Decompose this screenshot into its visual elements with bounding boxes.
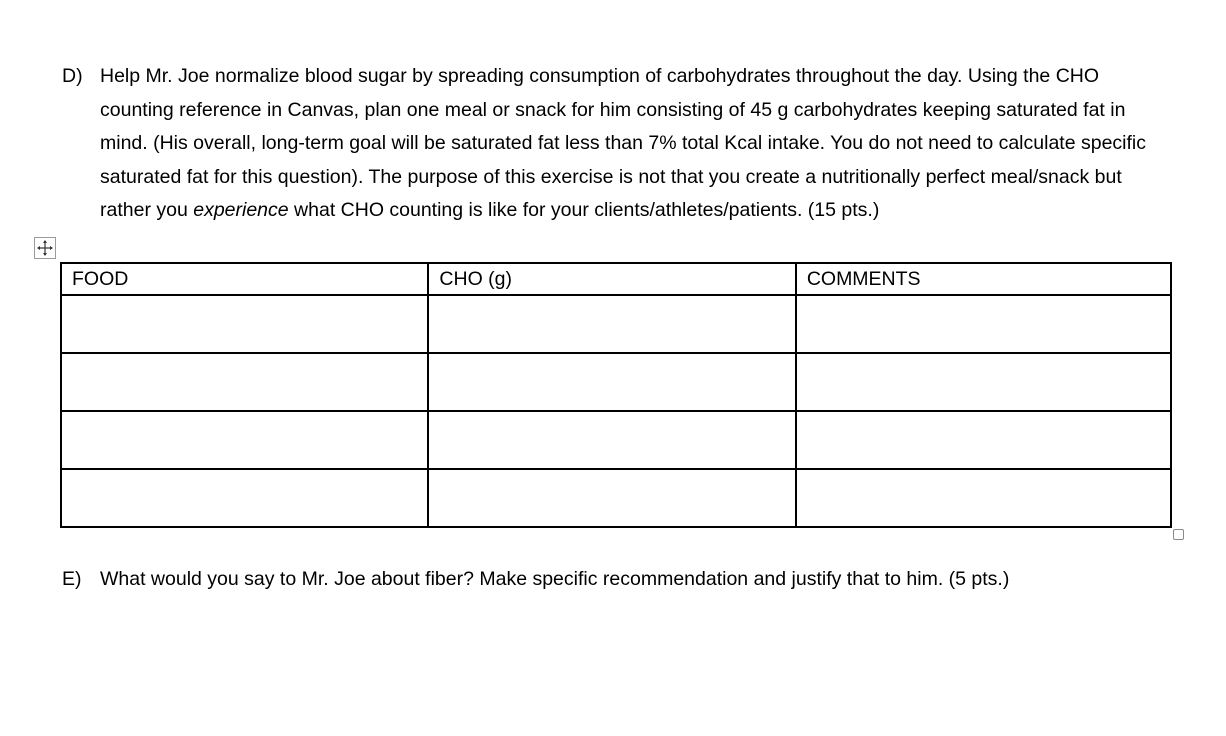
table-cell-comments[interactable] bbox=[796, 411, 1171, 469]
question-d-text-before: Help Mr. Joe normalize blood sugar by spreading consumption of carbohydrates throughout the day. Using the CHO counting reference in Canvas, plan one meal or snack for him consisting of 45 g carbohydrates keeping saturated fat in mind. (His overall, long-term goal will be saturated fat less than 7% total Kcal intake. You do not need to calculate specific saturated fat for this question). The purpose of this exercise is not that you create a nutritionally perfect meal/snack but rather you bbox=[100, 65, 1146, 221]
table-resize-handle-icon[interactable] bbox=[1173, 529, 1184, 540]
table-cell-cho[interactable] bbox=[428, 295, 795, 353]
column-header-cho: CHO (g) bbox=[428, 263, 795, 295]
table-cell-cho[interactable] bbox=[428, 353, 795, 411]
question-d-marker: D) bbox=[62, 65, 83, 87]
question-e-marker: E) bbox=[62, 568, 82, 590]
question-e bbox=[62, 563, 1172, 597]
table-move-icon[interactable] bbox=[34, 237, 56, 259]
table-cell-food[interactable] bbox=[61, 295, 428, 353]
question-d bbox=[62, 60, 1172, 228]
column-header-food: FOOD bbox=[61, 263, 428, 295]
question-d-text bbox=[100, 60, 1172, 228]
question-d-emphasis: experience bbox=[193, 199, 289, 221]
table-row bbox=[61, 353, 1171, 411]
table-row bbox=[61, 295, 1171, 353]
cho-planning-table[interactable] bbox=[60, 262, 1172, 528]
table-cell-cho[interactable] bbox=[428, 469, 795, 527]
table-cell-cho[interactable] bbox=[428, 411, 795, 469]
table-header-row bbox=[61, 263, 1171, 295]
table-cell-comments[interactable] bbox=[796, 353, 1171, 411]
table-cell-food[interactable] bbox=[61, 411, 428, 469]
table-row bbox=[61, 411, 1171, 469]
table-row bbox=[61, 469, 1171, 527]
table-cell-food[interactable] bbox=[61, 353, 428, 411]
question-e-text: What would you say to Mr. Joe about fiber? Make specific recommendation and justify that to him. (5 pts.) bbox=[100, 568, 1010, 590]
move-arrows-icon bbox=[35, 238, 55, 258]
table-cell-comments[interactable] bbox=[796, 295, 1171, 353]
table-cell-food[interactable] bbox=[61, 469, 428, 527]
column-header-comments: COMMENTS bbox=[796, 263, 1171, 295]
table-cell-comments[interactable] bbox=[796, 469, 1171, 527]
question-d-text-after: what CHO counting is like for your clients/athletes/patients. (15 pts.) bbox=[288, 199, 880, 221]
